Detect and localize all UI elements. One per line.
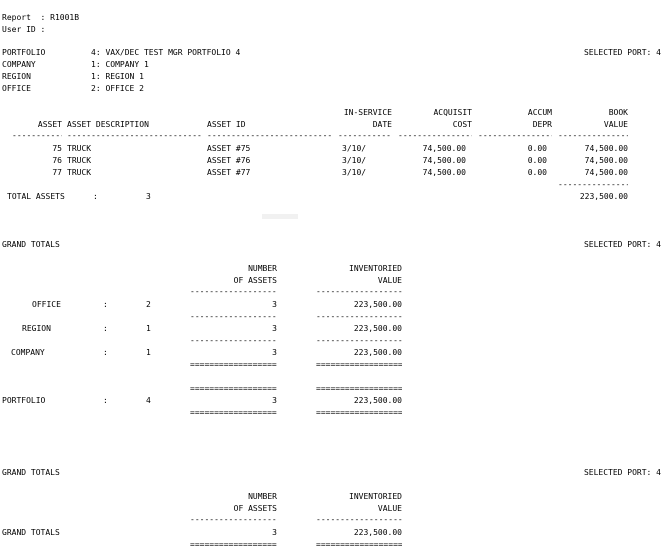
asset-number: 75 — [52, 144, 62, 153]
col-book-2: VALUE — [603, 120, 628, 129]
double-rule — [190, 360, 277, 370]
summary-count: 3 — [272, 396, 277, 405]
book-value: 74,500.00 — [584, 156, 628, 165]
underline-number — [190, 515, 277, 525]
accum-depr: 0.00 — [527, 156, 547, 165]
col-asset-id: ASSET ID — [207, 120, 246, 129]
summary-count: 3 — [272, 348, 277, 357]
col-in-service-2: DATE — [372, 120, 392, 129]
book-value: 74,500.00 — [584, 168, 628, 177]
acquisit-cost: 74,500.00 — [422, 156, 466, 165]
in-service-date: 3/10/ — [342, 168, 367, 177]
in-service-date: 3/10/ — [342, 156, 367, 165]
underline-inventoried — [316, 515, 402, 525]
col-acquisit-2: COST — [452, 120, 472, 129]
col-book-1: BOOK — [608, 108, 628, 117]
grand-total-count: 3 — [272, 528, 277, 537]
underline-description — [67, 131, 202, 141]
acquisit-cost: 74,500.00 — [422, 144, 466, 153]
office-label: OFFICE — [2, 84, 31, 93]
summary-value: 223,500.00 — [353, 300, 402, 309]
asset-description: TRUCK — [67, 168, 92, 177]
grand-totals-title: GRAND TOTALS — [2, 240, 60, 249]
double-rule — [316, 540, 402, 550]
book-value: 74,500.00 — [584, 144, 628, 153]
col-accum-2: DEPR — [532, 120, 552, 129]
grand-totals-title: GRAND TOTALS — [2, 468, 60, 477]
underline-inventoried — [316, 336, 402, 346]
asset-id-value: ASSET #75 — [207, 144, 251, 153]
total-assets-count: 3 — [146, 192, 151, 201]
col-accum-1: ACCUM — [527, 108, 552, 117]
asset-description: TRUCK — [67, 156, 92, 165]
asset-id-value: ASSET #76 — [207, 156, 251, 165]
double-rule — [316, 360, 402, 370]
underline-number — [190, 287, 277, 297]
summary-label: REGION — [22, 324, 51, 333]
underline-inventoried — [316, 312, 402, 322]
col-number-2: OF ASSETS — [233, 276, 277, 285]
col-description: ASSET DESCRIPTION — [67, 120, 149, 129]
underline-asset — [12, 131, 62, 141]
selected-port: SELECTED PORT: 4 — [583, 48, 661, 57]
asset-description: TRUCK — [67, 144, 92, 153]
summary-code: 1 — [146, 348, 151, 357]
selected-port: SELECTED PORT: 4 — [583, 468, 661, 477]
asset-number: 76 — [52, 156, 62, 165]
col-in-service-1: IN-SERVICE — [343, 108, 392, 117]
summary-code: 1 — [146, 324, 151, 333]
acquisit-cost: 74,500.00 — [422, 168, 466, 177]
asset-id-value: ASSET #77 — [207, 168, 251, 177]
total-underline — [558, 180, 628, 190]
summary-count: 3 — [272, 324, 277, 333]
summary-count: 3 — [272, 300, 277, 309]
total-assets-label: TOTAL ASSETS — [7, 192, 65, 201]
summary-label: COMPANY — [11, 348, 45, 357]
company-value: 1: COMPANY 1 — [91, 60, 149, 69]
total-assets-colon: : — [93, 192, 98, 201]
accum-depr: 0.00 — [527, 168, 547, 177]
underline-cost — [398, 131, 472, 141]
double-rule — [190, 408, 277, 418]
col-number-2: OF ASSETS — [233, 504, 277, 513]
col-inventoried-2: VALUE — [377, 504, 402, 513]
company-label: COMPANY — [2, 60, 36, 69]
summary-value: 223,500.00 — [353, 348, 402, 357]
portfolio-value: 4: VAX/DEC TEST MGR PORTFOLIO 4 — [91, 48, 241, 57]
col-acquisit-1: ACQUISIT — [433, 108, 472, 117]
accum-depr: 0.00 — [527, 144, 547, 153]
summary-colon: : — [103, 348, 108, 357]
grand-total-value: 223,500.00 — [353, 528, 402, 537]
col-asset: ASSET — [37, 120, 62, 129]
col-number-1: NUMBER — [248, 264, 277, 273]
underline-date — [338, 131, 392, 141]
in-service-date: 3/10/ — [342, 144, 367, 153]
summary-value: 223,500.00 — [353, 324, 402, 333]
summary-code: 4 — [146, 396, 151, 405]
underline-number — [190, 312, 277, 322]
total-book-value: 223,500.00 — [579, 192, 628, 201]
summary-colon: : — [103, 300, 108, 309]
underline-asset-id — [207, 131, 332, 141]
office-value: 2: OFFICE 2 — [91, 84, 144, 93]
region-label: REGION — [2, 72, 31, 81]
scan-smudge — [262, 214, 298, 219]
report-id: Report : R1001B — [2, 13, 80, 22]
underline-inventoried — [316, 287, 402, 297]
underline-number — [190, 336, 277, 346]
user-id: User ID : — [2, 25, 46, 34]
grand-total-row-label: GRAND TOTALS — [2, 528, 60, 537]
asset-number: 77 — [52, 168, 62, 177]
portfolio-label: PORTFOLIO — [2, 48, 46, 57]
double-rule — [316, 384, 402, 394]
col-inventoried-1: INVENTORIED — [349, 492, 402, 501]
double-rule — [316, 408, 402, 418]
underline-depr — [478, 131, 552, 141]
col-inventoried-2: VALUE — [377, 276, 402, 285]
summary-value: 223,500.00 — [353, 396, 402, 405]
double-rule — [190, 384, 277, 394]
summary-label: OFFICE — [32, 300, 61, 309]
summary-label: PORTFOLIO — [2, 396, 46, 405]
summary-colon: : — [103, 396, 108, 405]
col-number-1: NUMBER — [248, 492, 277, 501]
summary-code: 2 — [146, 300, 151, 309]
underline-book — [558, 131, 628, 141]
region-value: 1: REGION 1 — [91, 72, 144, 81]
col-inventoried-1: INVENTORIED — [349, 264, 402, 273]
selected-port: SELECTED PORT: 4 — [583, 240, 661, 249]
double-rule — [190, 540, 277, 550]
summary-colon: : — [103, 324, 108, 333]
